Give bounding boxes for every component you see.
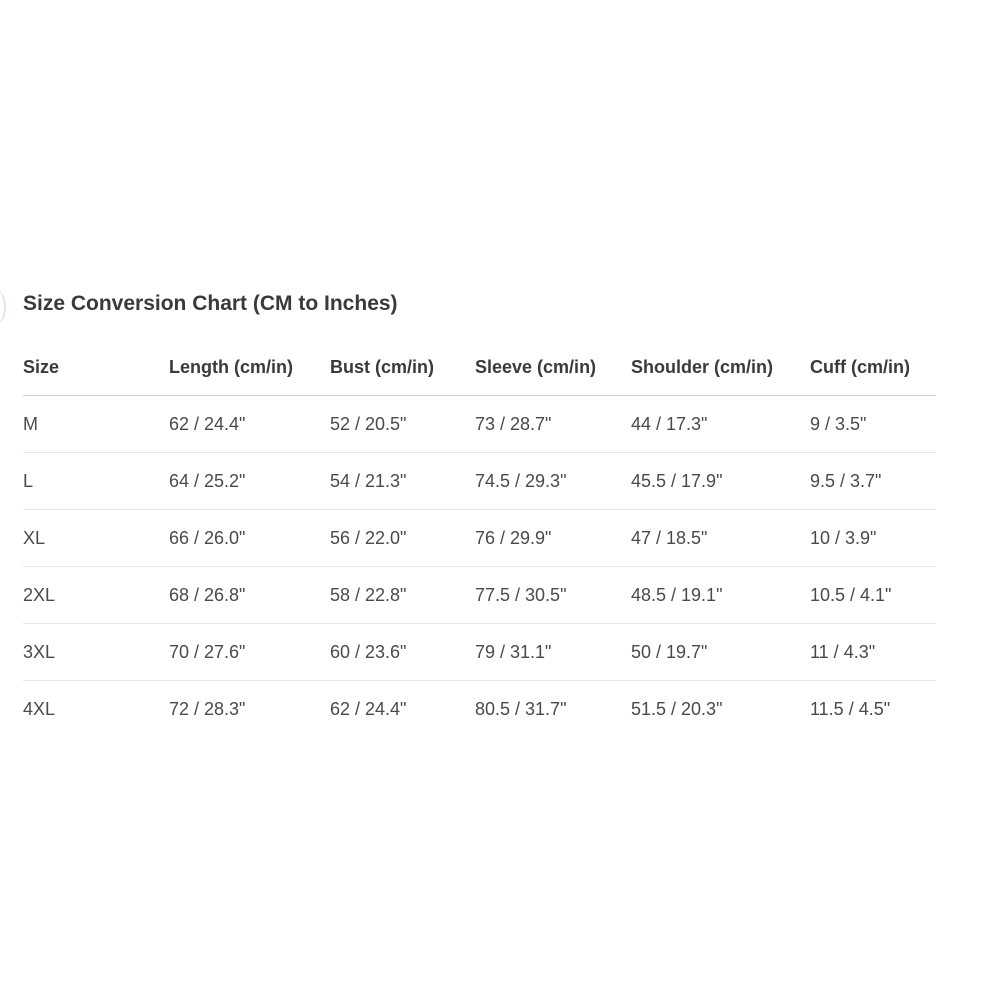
cell-shoulder: 44 / 17.3" [631,396,810,453]
header-sleeve: Sleeve (cm/in) [475,340,631,396]
table-body [23,396,936,738]
cell-cuff: 11.5 / 4.5" [810,698,891,719]
cell-bust: 52 / 20.5" [330,396,475,453]
cell-length: 68 / 26.8" [169,567,330,624]
cell-sleeve: 77.5 / 30.5" [475,567,631,624]
cell-bust: 58 / 22.8" [330,567,475,624]
table-row [23,453,936,510]
header-shoulder: Shoulder (cm/in) [631,340,810,396]
cell-size: 2XL [23,567,169,624]
cell-size: L [23,453,169,510]
header-bust: Bust (cm/in) [330,340,475,396]
cell-shoulder: 45.5 / 17.9" [631,453,810,510]
table-row [23,567,936,624]
cell-shoulder: 51.5 / 20.3" [631,698,723,719]
cell-bust: 60 / 23.6" [330,624,475,681]
cell-size: 4XL [23,698,56,719]
cell-length: 64 / 25.2" [169,453,330,510]
cell-cuff: 10.5 / 4.1" [810,567,936,624]
cell-length: 70 / 27.6" [169,624,330,681]
cell-sleeve: 80.5 / 31.7" [475,698,567,719]
cell-cuff: 10 / 3.9" [810,510,936,567]
page-title: Size Conversion Chart (CM to Inches) [23,292,398,315]
cell-sleeve: 79 / 31.1" [475,624,631,681]
cell-length: 72 / 28.3" [169,698,246,719]
cell-size: XL [23,510,169,567]
cell-cuff: 9.5 / 3.7" [810,453,936,510]
cell-bust: 56 / 22.0" [330,510,475,567]
cell-shoulder: 50 / 19.7" [631,624,810,681]
cell-shoulder: 48.5 / 19.1" [631,567,810,624]
cell-cuff: 9 / 3.5" [810,396,936,453]
cell-bust: 54 / 21.3" [330,453,475,510]
table-header [23,340,936,396]
header-cuff: Cuff (cm/in) [810,340,936,396]
cell-cuff: 11 / 4.3" [810,624,936,681]
table-row [23,510,936,567]
header-row [23,340,936,396]
size-conversion-table [23,340,936,737]
cell-shoulder: 47 / 18.5" [631,510,810,567]
cell-bust: 62 / 24.4" [330,698,407,719]
cell-size: 3XL [23,624,169,681]
cell-sleeve: 73 / 28.7" [475,396,631,453]
cell-sleeve: 76 / 29.9" [475,510,631,567]
cell-length: 66 / 26.0" [169,510,330,567]
header-length: Length (cm/in) [169,340,330,396]
cell-length: 62 / 24.4" [169,396,330,453]
header-size: Size [23,340,169,396]
table-row [23,396,936,453]
cell-sleeve: 74.5 / 29.3" [475,453,631,510]
table-row [23,681,936,738]
edge-accent-arc [0,290,6,324]
table-row [23,624,936,681]
cell-size: M [23,396,169,453]
